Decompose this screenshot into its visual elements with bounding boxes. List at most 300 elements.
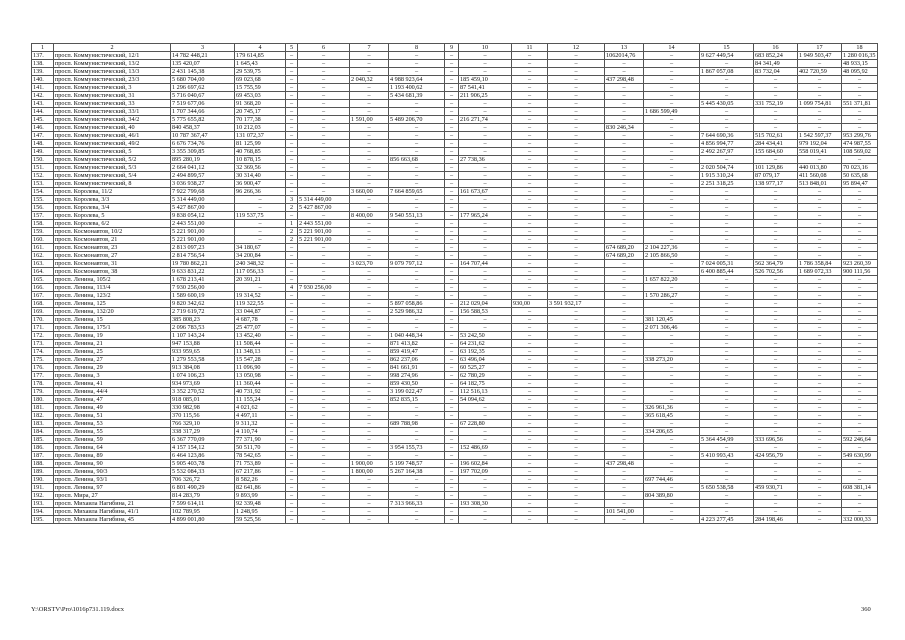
table-cell: – xyxy=(350,284,389,292)
table-cell: 5 427 867,00 xyxy=(171,204,235,212)
table-cell: – xyxy=(350,340,389,348)
table-cell: – xyxy=(644,172,700,180)
table-cell: – xyxy=(389,484,445,492)
table-cell: 2 529 986,32 xyxy=(389,308,445,316)
header-cell: 12 xyxy=(548,44,605,52)
table-cell: – xyxy=(512,436,548,444)
table-cell: – xyxy=(350,60,389,68)
table-cell: – xyxy=(459,244,512,252)
table-cell: 338 317,29 xyxy=(171,428,235,436)
table-cell: – xyxy=(798,252,842,260)
table-cell: 1 xyxy=(286,220,298,228)
table-cell: – xyxy=(389,476,445,484)
table-cell: 947 153,88 xyxy=(171,340,235,348)
table-cell: – xyxy=(798,452,842,460)
table-cell: – xyxy=(298,324,350,332)
table-cell: 148. xyxy=(32,140,54,148)
address-cell: просп. Коммунистический, 5/4 xyxy=(54,172,171,180)
table-cell: – xyxy=(459,164,512,172)
table-row xyxy=(32,148,878,156)
table-cell: – xyxy=(644,164,700,172)
table-row xyxy=(32,236,878,244)
table-cell: 131 072,37 xyxy=(235,132,286,140)
table-cell: 67 217,86 xyxy=(235,468,286,476)
table-cell: 7 599 614,11 xyxy=(171,500,235,508)
table-cell: – xyxy=(754,284,798,292)
table-cell: – xyxy=(298,340,350,348)
table-cell: – xyxy=(512,180,548,188)
table-cell: 40 768,85 xyxy=(235,148,286,156)
table-cell: – xyxy=(700,124,754,132)
table-cell: – xyxy=(700,116,754,124)
table-cell: 1 074 106,23 xyxy=(171,372,235,380)
table-cell: – xyxy=(350,364,389,372)
table-cell: 706 326,72 xyxy=(171,476,235,484)
table-cell: – xyxy=(548,468,605,476)
table-cell: – xyxy=(350,484,389,492)
table-cell: 164. xyxy=(32,268,54,276)
table-cell: – xyxy=(644,140,700,148)
table-cell: – xyxy=(842,444,878,452)
table-cell: – xyxy=(644,132,700,140)
table-row xyxy=(32,364,878,372)
table-cell: – xyxy=(548,212,605,220)
table-cell: – xyxy=(286,132,298,140)
table-cell: – xyxy=(445,324,459,332)
table-cell: – xyxy=(754,324,798,332)
table-cell: 689 788,98 xyxy=(389,420,445,428)
table-cell: 138 977,17 xyxy=(754,180,798,188)
table-cell: – xyxy=(389,268,445,276)
address-cell: просп. Коммунистический, 12/1 xyxy=(54,52,171,60)
address-cell: просп. Михаила Нагибина, 21 xyxy=(54,500,171,508)
table-cell: – xyxy=(350,404,389,412)
table-cell: 1 949 503,47 xyxy=(798,52,842,60)
table-cell: – xyxy=(754,196,798,204)
table-cell: 20 745,17 xyxy=(235,108,286,116)
table-cell: – xyxy=(445,500,459,508)
table-cell: – xyxy=(798,204,842,212)
table-row xyxy=(32,500,878,508)
table-row xyxy=(32,316,878,324)
table-cell: 177. xyxy=(32,372,54,380)
table-cell: – xyxy=(298,132,350,140)
table-cell: 859 419,47 xyxy=(389,348,445,356)
table-cell: – xyxy=(298,148,350,156)
table-cell: – xyxy=(512,196,548,204)
table-cell: 3 352 270,52 xyxy=(171,388,235,396)
table-cell: – xyxy=(842,332,878,340)
table-cell: – xyxy=(754,316,798,324)
table-cell: 27 738,36 xyxy=(459,156,512,164)
table-cell: 188. xyxy=(32,460,54,468)
table-cell: 2 071 306,46 xyxy=(644,324,700,332)
table-cell: 2 719 619,72 xyxy=(171,308,235,316)
table-cell: – xyxy=(798,364,842,372)
table-cell: – xyxy=(700,444,754,452)
table-cell: – xyxy=(605,364,644,372)
table-cell: – xyxy=(605,436,644,444)
table-cell: – xyxy=(605,292,644,300)
table-cell: 117 056,33 xyxy=(235,268,286,276)
table-cell: – xyxy=(350,292,389,300)
header-cell: 17 xyxy=(798,44,842,52)
table-cell: – xyxy=(298,476,350,484)
table-cell: – xyxy=(512,52,548,60)
table-cell: 1 040 448,34 xyxy=(389,332,445,340)
table-cell: – xyxy=(605,348,644,356)
table-cell: 82 641,86 xyxy=(235,484,286,492)
header-cell: 3 xyxy=(171,44,235,52)
table-cell: 186. xyxy=(32,444,54,452)
table-row xyxy=(32,228,878,236)
table-cell: 933 959,65 xyxy=(171,348,235,356)
address-cell: просп. Ленина, 41 xyxy=(54,380,171,388)
address-cell: просп. Космонавтов, 23 xyxy=(54,244,171,252)
table-cell: 5 775 655,82 xyxy=(171,116,235,124)
table-cell: – xyxy=(350,228,389,236)
table-cell: 163. xyxy=(32,260,54,268)
table-cell: – xyxy=(350,220,389,228)
table-cell: 191. xyxy=(32,484,54,492)
table-cell: – xyxy=(350,132,389,140)
table-cell: – xyxy=(445,276,459,284)
table-cell: 159. xyxy=(32,228,54,236)
table-cell: 5 532 084,33 xyxy=(171,468,235,476)
table-cell: – xyxy=(512,84,548,92)
table-cell: 437 298,48 xyxy=(605,76,644,84)
table-cell: – xyxy=(754,188,798,196)
table-cell: 184. xyxy=(32,428,54,436)
address-cell: просп. Королева, 5 xyxy=(54,212,171,220)
table-cell: – xyxy=(798,500,842,508)
table-cell: – xyxy=(644,516,700,524)
table-cell: – xyxy=(512,420,548,428)
table-cell: – xyxy=(798,372,842,380)
table-cell: – xyxy=(512,156,548,164)
header-cell: 11 xyxy=(512,44,548,52)
table-cell: – xyxy=(605,516,644,524)
table-cell: – xyxy=(512,332,548,340)
table-cell: 1 591,00 xyxy=(350,116,389,124)
table-cell: – xyxy=(548,412,605,420)
table-cell: – xyxy=(548,100,605,108)
table-cell: 1 589 600,19 xyxy=(171,292,235,300)
address-cell: просп. Коммунистический, 3 xyxy=(54,84,171,92)
table-cell: – xyxy=(459,316,512,324)
table-cell: – xyxy=(548,484,605,492)
table-cell: – xyxy=(644,340,700,348)
table-cell: – xyxy=(798,84,842,92)
table-cell: – xyxy=(459,428,512,436)
table-cell: – xyxy=(512,76,548,84)
table-cell: 2 104 227,36 xyxy=(644,244,700,252)
table-cell: – xyxy=(548,444,605,452)
table-cell: – xyxy=(605,212,644,220)
table-cell: 5 221 901,00 xyxy=(298,236,350,244)
table-cell: – xyxy=(286,404,298,412)
table-cell: – xyxy=(842,308,878,316)
table-cell: – xyxy=(548,268,605,276)
table-row xyxy=(32,244,878,252)
table-cell: – xyxy=(548,316,605,324)
table-cell: – xyxy=(445,492,459,500)
table-cell: – xyxy=(350,372,389,380)
table-cell: – xyxy=(548,364,605,372)
table-cell: 474 987,55 xyxy=(842,140,878,148)
table-cell: – xyxy=(644,372,700,380)
table-cell: – xyxy=(445,196,459,204)
table-cell: – xyxy=(389,148,445,156)
table-cell: 7 930 256,00 xyxy=(298,284,350,292)
table-cell: – xyxy=(700,348,754,356)
table-cell: – xyxy=(350,164,389,172)
table-cell: – xyxy=(605,156,644,164)
table-cell: – xyxy=(605,236,644,244)
address-cell: просп. Коммунистический, 5 xyxy=(54,148,171,156)
table-cell: 814 283,79 xyxy=(171,492,235,500)
table-cell: 161. xyxy=(32,244,54,252)
table-cell: 11 096,90 xyxy=(235,364,286,372)
table-cell: – xyxy=(700,380,754,388)
table-cell: 149. xyxy=(32,148,54,156)
table-cell: 160. xyxy=(32,236,54,244)
table-cell: – xyxy=(298,516,350,524)
table-cell: – xyxy=(548,348,605,356)
table-cell: – xyxy=(754,300,798,308)
table-cell: – xyxy=(445,124,459,132)
header-cell: 16 xyxy=(754,44,798,52)
table-cell: – xyxy=(298,364,350,372)
table-cell: – xyxy=(350,500,389,508)
table-cell: – xyxy=(754,116,798,124)
table-cell: 9 311,32 xyxy=(235,420,286,428)
table-cell: 87 541,41 xyxy=(459,84,512,92)
address-cell: просп. Коммунистический, 33/1 xyxy=(54,108,171,116)
table-cell: – xyxy=(700,300,754,308)
table-cell: – xyxy=(842,324,878,332)
table-cell: – xyxy=(298,316,350,324)
address-cell: просп. Ленина, 53 xyxy=(54,420,171,428)
address-cell: просп. Ленина, 44/4 xyxy=(54,388,171,396)
table-cell: – xyxy=(350,420,389,428)
table-cell: – xyxy=(798,492,842,500)
table-cell: – xyxy=(298,396,350,404)
table-cell: 5 650 538,58 xyxy=(700,484,754,492)
table-cell: – xyxy=(798,436,842,444)
table-cell: – xyxy=(754,420,798,428)
table-cell: – xyxy=(605,116,644,124)
table-cell: – xyxy=(644,92,700,100)
address-cell: просп. Мира, 27 xyxy=(54,492,171,500)
table-cell: 193. xyxy=(32,500,54,508)
table-cell: – xyxy=(842,476,878,484)
table-cell: – xyxy=(445,244,459,252)
table-cell: – xyxy=(798,444,842,452)
table-cell: – xyxy=(842,396,878,404)
table-cell: – xyxy=(644,332,700,340)
table-cell: – xyxy=(350,476,389,484)
table-cell: 32 369,56 xyxy=(235,164,286,172)
table-cell: – xyxy=(512,468,548,476)
table-cell: 192. xyxy=(32,492,54,500)
table-cell: – xyxy=(350,308,389,316)
table-cell: 4 687,78 xyxy=(235,316,286,324)
table-cell: 4 223 277,45 xyxy=(700,516,754,524)
address-cell: просп. Ленина, 29 xyxy=(54,364,171,372)
table-cell: – xyxy=(644,508,700,516)
table-cell: – xyxy=(798,292,842,300)
footer-file-path: Y:\ORSTV\Pro\1016p731.119.docx xyxy=(31,606,125,613)
table-cell: – xyxy=(286,428,298,436)
table-cell: – xyxy=(235,284,286,292)
table-cell: – xyxy=(798,60,842,68)
table-cell: 69 023,68 xyxy=(235,76,286,84)
table-cell: – xyxy=(445,452,459,460)
table-cell: 913 384,08 xyxy=(171,364,235,372)
table-cell: – xyxy=(445,68,459,76)
table-cell: – xyxy=(754,468,798,476)
table-cell: – xyxy=(754,356,798,364)
table-cell: – xyxy=(548,84,605,92)
table-cell: – xyxy=(548,356,605,364)
table-cell: – xyxy=(548,428,605,436)
table-cell: – xyxy=(700,420,754,428)
table-cell: – xyxy=(548,324,605,332)
table-cell: – xyxy=(644,76,700,84)
table-cell: – xyxy=(605,308,644,316)
table-cell: – xyxy=(548,492,605,500)
table-cell: 979 192,04 xyxy=(798,140,842,148)
table-cell: – xyxy=(548,124,605,132)
header-cell: 1 xyxy=(32,44,54,52)
table-cell: – xyxy=(842,468,878,476)
table-cell: – xyxy=(286,268,298,276)
table-cell: – xyxy=(605,476,644,484)
table-cell: 11 155,24 xyxy=(235,396,286,404)
table-cell: – xyxy=(512,228,548,236)
table-cell: – xyxy=(548,172,605,180)
table-cell: – xyxy=(445,252,459,260)
table-cell: 19 314,52 xyxy=(235,292,286,300)
table-cell: – xyxy=(459,108,512,116)
table-cell: – xyxy=(512,412,548,420)
table-cell: – xyxy=(445,156,459,164)
table-cell: 608 381,14 xyxy=(842,484,878,492)
table-cell: – xyxy=(512,172,548,180)
table-cell: 1 707 344,66 xyxy=(171,108,235,116)
table-cell: – xyxy=(842,284,878,292)
table-cell: – xyxy=(644,236,700,244)
table-cell: 175. xyxy=(32,356,54,364)
table-cell: 170. xyxy=(32,316,54,324)
table-cell: – xyxy=(298,372,350,380)
table-cell: 871 413,82 xyxy=(389,340,445,348)
table-cell: 2 xyxy=(286,228,298,236)
address-cell: просп. Королева, 3/4 xyxy=(54,204,171,212)
table-cell: – xyxy=(754,124,798,132)
table-row xyxy=(32,308,878,316)
table-cell: – xyxy=(700,76,754,84)
table-cell: 6 801 490,29 xyxy=(171,484,235,492)
address-cell: просп. Ленина, 59 xyxy=(54,436,171,444)
table-cell: – xyxy=(286,340,298,348)
table-cell: – xyxy=(842,92,878,100)
table-row xyxy=(32,276,878,284)
table-cell: 284 434,41 xyxy=(754,140,798,148)
table-cell: – xyxy=(548,388,605,396)
table-cell: – xyxy=(700,356,754,364)
table-cell: – xyxy=(298,308,350,316)
table-cell: – xyxy=(842,500,878,508)
table-cell: 5 410 993,43 xyxy=(700,452,754,460)
table-cell: – xyxy=(842,508,878,516)
table-cell: – xyxy=(512,204,548,212)
table-cell: – xyxy=(842,316,878,324)
table-cell: 5 489 206,70 xyxy=(389,116,445,124)
table-cell: 240 348,32 xyxy=(235,260,286,268)
table-cell: – xyxy=(389,292,445,300)
table-cell: – xyxy=(389,404,445,412)
table-cell: – xyxy=(512,484,548,492)
table-cell: – xyxy=(298,268,350,276)
table-cell: 36 900,47 xyxy=(235,180,286,188)
table-cell: – xyxy=(286,316,298,324)
table-cell: – xyxy=(389,60,445,68)
table-cell: – xyxy=(754,444,798,452)
table-cell: – xyxy=(512,100,548,108)
address-cell: просп. Ленина, 25 xyxy=(54,348,171,356)
table-cell: – xyxy=(798,428,842,436)
table-cell: – xyxy=(605,340,644,348)
table-cell: – xyxy=(235,196,286,204)
table-cell: – xyxy=(298,260,350,268)
table-cell: – xyxy=(389,204,445,212)
address-cell: просп. Ленина, 19 xyxy=(54,332,171,340)
table-cell: – xyxy=(445,292,459,300)
table-cell: – xyxy=(286,260,298,268)
table-cell: – xyxy=(754,276,798,284)
table-row xyxy=(32,460,878,468)
address-cell: просп. Королева, 11/2 xyxy=(54,188,171,196)
table-row xyxy=(32,468,878,476)
table-cell: – xyxy=(754,212,798,220)
table-cell: 172. xyxy=(32,332,54,340)
table-cell: – xyxy=(286,212,298,220)
table-cell: 164 707,44 xyxy=(459,260,512,268)
table-cell: – xyxy=(644,348,700,356)
table-cell: – xyxy=(350,412,389,420)
header-cell: 13 xyxy=(605,44,644,52)
table-cell: – xyxy=(298,292,350,300)
address-cell: просп. Королева, 3/3 xyxy=(54,196,171,204)
header-cell: 18 xyxy=(842,44,878,52)
header-cell: 7 xyxy=(350,44,389,52)
table-cell: 3 023,70 xyxy=(350,260,389,268)
table-cell: – xyxy=(605,300,644,308)
table-cell: – xyxy=(298,460,350,468)
table-cell: – xyxy=(512,148,548,156)
table-cell: – xyxy=(298,380,350,388)
table-cell: – xyxy=(286,452,298,460)
table-cell: – xyxy=(286,140,298,148)
table-cell: – xyxy=(605,196,644,204)
table-cell: – xyxy=(286,324,298,332)
table-cell: – xyxy=(298,412,350,420)
table-cell: – xyxy=(512,396,548,404)
table-cell: 67 228,80 xyxy=(459,420,512,428)
table-cell: 6 367 770,09 xyxy=(171,436,235,444)
